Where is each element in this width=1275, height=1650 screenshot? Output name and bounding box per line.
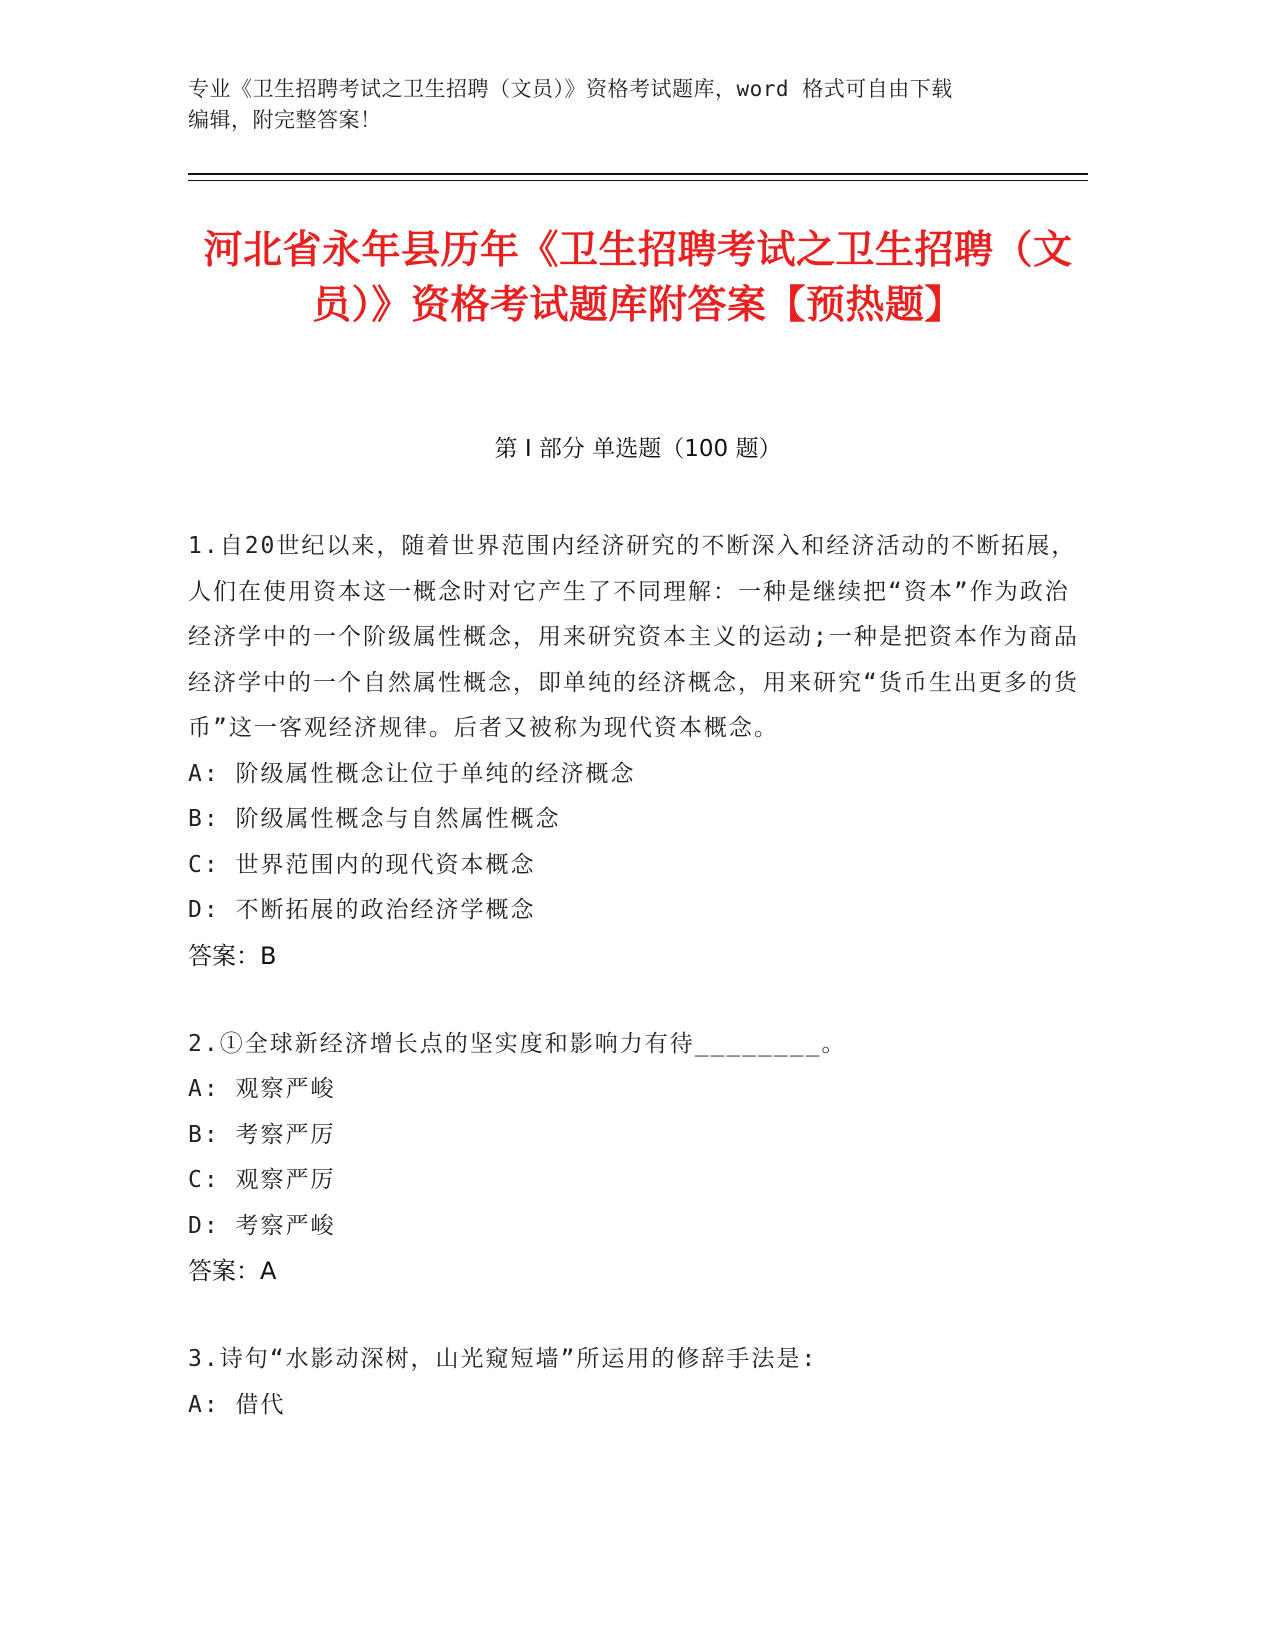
question-stem: 2.①全球新经济增长点的坚实度和影响力有待________。 [188,1030,847,1057]
option-c: C: 世界范围内的现代资本概念 [188,851,536,878]
answer-label: 答案：B [188,941,277,970]
question-2 [188,1022,1088,1295]
question-stem: 3.诗句“水影动深树，山光窥短墙”所运用的修辞手法是: [188,1346,818,1372]
question-stem: 1.自20世纪以来，随着世界范围内经济研究的不断深入和经济活动的不断拓展，人们在使用资本这一概念时对它产生了不同理解：一种是继续把“资本”作为政治经济学中的一个阶级属性概念，用来研究资本主义的运动;一种是把资本作为商品经济学中的一个自然属性概念，即单纯的经济概念，用来研究“货币生出更多的货币”这一客观经济规律。后者又被称为现代资本概念。 [188,533,1079,741]
option-a: A: 观察严峻 [188,1076,336,1102]
option-b: B: 考察严厉 [188,1121,336,1148]
option-d: D: 考察严峻 [188,1212,336,1239]
header-note-line-2: 编辑，附完整答案！ [188,108,382,132]
option-b: B: 阶级属性概念与自然属性概念 [188,806,561,832]
header-note [188,74,1068,136]
option-a: A: 阶级属性概念让位于单纯的经济概念 [188,760,636,787]
section-title: 第 I 部分 单选题（100 题） [494,436,782,462]
question-3 [188,1337,1088,1428]
option-d: D: 不断拓展的政治经济学概念 [188,897,536,923]
question-list [188,524,1088,1471]
document-title: 河北省永年县历年《卫生招聘考试之卫生招聘（文员）》资格考试题库附答案【预热题】 [203,228,1073,328]
question-1 [188,524,1088,979]
answer-label: 答案：A [188,1257,277,1285]
option-c: C: 观察严厉 [188,1167,336,1193]
option-a: A: 借代 [188,1391,286,1418]
header-note-line-1: 专业《卫生招聘考试之卫生招聘（文员）》资格考试题库，word 格式可自由下载 [188,77,953,101]
header-divider-thick [188,173,1088,175]
header-divider-thin [188,180,1088,181]
